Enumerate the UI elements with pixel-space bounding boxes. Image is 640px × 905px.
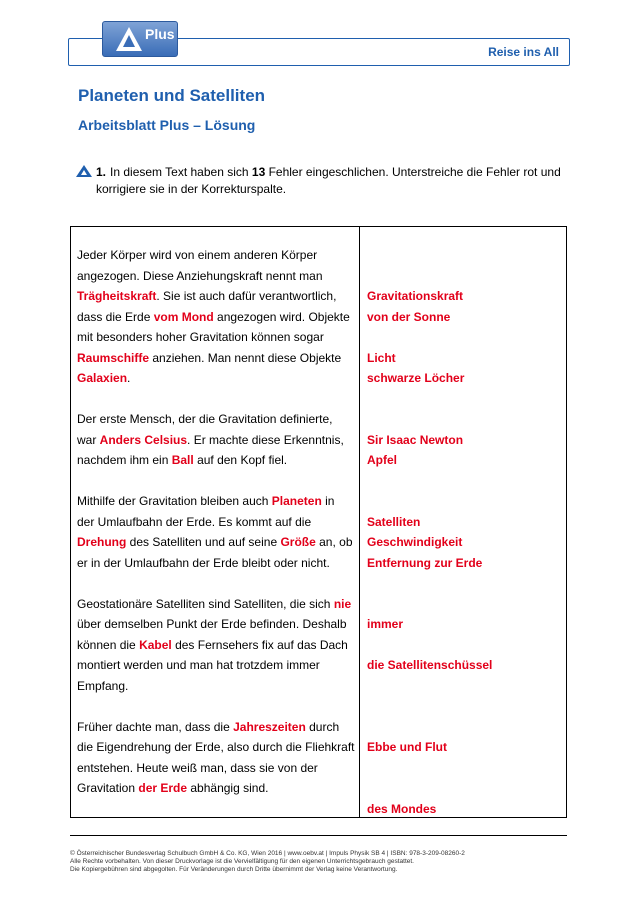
- correction-blank: [367, 676, 562, 697]
- text-segment: des Satelliten und auf seine: [126, 535, 281, 549]
- error-count: 13: [251, 165, 266, 179]
- text-segment: des Fernsehers fix auf das Dach montiert werden und man hat trotzdem immer Empfang.: [77, 637, 348, 693]
- correction-blank: [367, 471, 562, 492]
- marked-error: Galaxien: [77, 371, 128, 385]
- text-segment: . Sie ist auch dafür verantwortlich, dass die Erde: [77, 289, 337, 324]
- text-segment: anziehen. Man nennt diese Objekte: [149, 350, 342, 365]
- marked-error: Anders Celsius: [99, 432, 188, 447]
- correction-table: [70, 226, 567, 818]
- marked-error: Drehung: [77, 535, 127, 549]
- task-text-a: In diesem Text haben sich: [110, 165, 252, 179]
- task-text-b: Fehler eingeschlichen. Unterstreiche die Fehler rot und: [265, 165, 561, 179]
- correction-blank: [367, 696, 562, 717]
- marked-error: vom Mond: [153, 309, 214, 324]
- correction-blank: [367, 327, 562, 348]
- correction-blank: [367, 266, 562, 287]
- correction-entry: von der Sonne: [367, 309, 451, 324]
- marked-error: Ball: [171, 453, 194, 467]
- page-title: Planeten und Satelliten: [78, 86, 266, 105]
- text-segment: angezogen wird. Objekte mit besonders hoher Gravitation können sogar: [77, 309, 350, 344]
- text-segment: auf den Kopf fiel.: [193, 453, 288, 467]
- correction-blank: [367, 491, 562, 512]
- text-segment: Jeder Körper wird von einem anderen Körper angezogen. Diese Anziehungskraft nennt man: [77, 248, 323, 283]
- marked-error: Größe: [280, 535, 316, 549]
- correction-blank: [367, 573, 562, 594]
- correction-entry: Licht: [367, 350, 396, 365]
- page-subtitle: Arbeitsblatt Plus – Lösung: [78, 117, 256, 133]
- text-segment: an, ob er in der Umlaufbahn der Erde bleibt oder nicht.: [77, 535, 353, 570]
- text-segment: durch die Eigendrehung der Erde, also durch die Fliehkraft entstehen. Heute weiß man, dass sie von der Gravitation: [77, 719, 355, 795]
- text-segment: über demselben Punkt der Erde befinden. Deshalb können die: [77, 617, 347, 652]
- correction-blank: [367, 389, 562, 410]
- correction-entry: schwarze Löcher: [367, 371, 465, 385]
- correction-entry: Sir Isaac Newton: [367, 432, 464, 447]
- section-title: Reise ins All: [488, 45, 559, 59]
- correction-blank: [367, 635, 562, 656]
- correction-blank: [367, 594, 562, 615]
- marked-error: Raumschiffe: [77, 350, 150, 365]
- text-segment: abhängig sind.: [187, 781, 269, 795]
- correction-blank: [367, 245, 562, 266]
- correction-entry: Gravitationskraft: [367, 289, 464, 303]
- task-number: 1.: [96, 165, 107, 179]
- correction-entry: immer: [367, 617, 404, 631]
- text-segment: .: [127, 371, 131, 385]
- correction-blank: [367, 717, 562, 738]
- footer: [70, 835, 567, 874]
- correction-column: [367, 245, 562, 819]
- marked-error: Jahreszeiten: [233, 719, 306, 734]
- correction-entry: Entfernung zur Erde: [367, 555, 483, 570]
- footer-copyright: © Österreichischer Bundesverlag Schulbuch GmbH & Co. KG, Wien 2016 | www.oebv.at | Impuls Physik SB 4 | ISBN: 978-3-209-08260-2: [70, 850, 465, 857]
- text-paragraph: [77, 594, 355, 697]
- text-segment: in der Umlaufbahn der Erde. Es kommt auf die: [77, 494, 335, 529]
- correction-entry: Satelliten: [367, 514, 421, 529]
- footer-rights: Alle Rechte vorbehalten. Von dieser Druckvorlage ist die Vervielfältigung für den eigenen Unterrichtsgebrauch gestattet.: [70, 858, 414, 865]
- plus-logo: [102, 21, 178, 57]
- marked-error: Kabel: [139, 637, 172, 652]
- text-paragraph: [77, 491, 355, 573]
- correction-blank: [367, 409, 562, 430]
- text-segment: Geostationäre Satelliten sind Satelliten, die sich: [77, 596, 334, 611]
- text-segment: Früher dachte man, dass die: [77, 719, 234, 734]
- text-segment: Der erste Mensch, der die Gravitation definierte, war: [77, 412, 333, 447]
- text-paragraph: [77, 717, 355, 799]
- text-paragraph: [77, 245, 355, 389]
- marked-error: der Erde: [138, 781, 188, 795]
- text-paragraph: [77, 409, 355, 471]
- marked-error: nie: [333, 596, 352, 611]
- correction-blank: [367, 758, 562, 779]
- text-segment: . Er machte diese Erkenntnis, nachdem ihm ein: [77, 432, 344, 467]
- logo-text: Plus: [145, 26, 175, 42]
- footer-disclaimer: Die Kopiergebühren sind abgegolten. Für Veränderungen durch Dritte übernimmt der Verlag keine Verantwortung.: [70, 866, 398, 873]
- marked-error: Trägheitskraft: [77, 289, 157, 303]
- correction-blank: [367, 778, 562, 799]
- correction-entry: des Mondes: [367, 801, 437, 816]
- triangle-icon: [115, 26, 143, 52]
- marked-error: Planeten: [271, 494, 322, 508]
- text-segment: Mithilfe der Gravitation bleiben auch: [77, 494, 272, 508]
- correction-entry: Geschwindigkeit: [367, 535, 463, 549]
- correction-entry: Apfel: [367, 453, 397, 467]
- correction-entry: Ebbe und Flut: [367, 740, 447, 754]
- task-instruction: [96, 162, 566, 182]
- text-column: [77, 245, 355, 819]
- correction-entry: die Satellitenschüssel: [367, 658, 493, 672]
- column-divider: [359, 227, 360, 817]
- task-instruction-line2: korrigiere sie in der Korrekturspalte.: [96, 182, 287, 196]
- difficulty-triangle-icon: [76, 165, 92, 177]
